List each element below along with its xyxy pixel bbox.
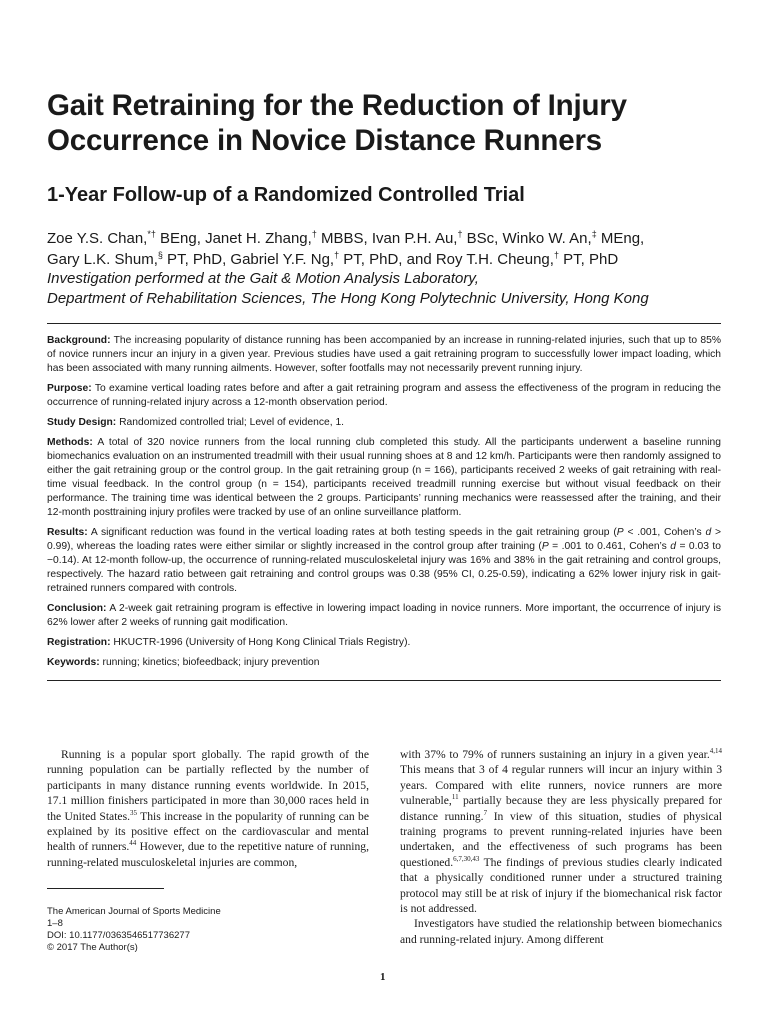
abstract-results: Results: A significant reduction was found in the vertical loading rates at both testing speeds in the gait retraining group (P < .001, Cohen’s d > 0.99), whereas the loading rates were either similar or slightly increased in the control group after training (P = .001 to 0.461, Cohen’s d = 0.03 to −0.14). At 12-month follow-up, the occurrence of running-related musculoskeletal injury was 16% and 38% in the gait retraining and control groups, respectively. The hazard ratio between gait retraining and control groups was 0.38 (95% CI, 0.25-0.59), indicating a 62% lower injury risk in gait-retrained runners compared with controls.	[47, 527, 722, 594]
body-column-right	[400, 747, 722, 947]
abstract-purpose: Purpose: To examine vertical loading rates before and after a gait retraining program and assess the effectiveness of the program in reducing the occurrence of running-related injury across a 12-month observation period.	[47, 383, 721, 408]
institution-note: Investigation performed at the Gait & Motion Analysis Laboratory, Department of Rehabilitation Sciences, The Hong Kong Polytechnic University, Hong Kong	[47, 270, 649, 307]
copyright: © 2017 The Author(s)	[47, 942, 138, 953]
citation-ref[interactable]: 11	[451, 793, 459, 802]
footnote-divider	[47, 888, 164, 889]
citation-ref[interactable]: 44	[129, 839, 137, 848]
abstract-conclusion: Conclusion: A 2-week gait retraining program is effective in lowering impact loading in novice runners. More important, the occurrence of injury is 62% lower after 2 weeks of running gait modification.	[47, 603, 721, 628]
article-title: Gait Retraining for the Reduction of Injury Occurrence in Novice Distance Runners	[47, 89, 627, 157]
author-list: Zoe Y.S. Chan,*† BEng, Janet H. Zhang,† MBBS, Ivan P.H. Au,† BSc, Winko W. An,‡ MEng, Gary L.K. Shum,§ PT, PhD, Gabriel Y.F. Ng,† PT, PhD, and Roy T.H. Cheung,† PT, PhD	[47, 229, 645, 268]
citation-ref[interactable]: 6,7,30,43	[453, 854, 480, 863]
doi-link[interactable]: DOI: 10.1177/0363546517736277	[47, 930, 190, 941]
journal-footnote	[47, 906, 367, 954]
abstract-registration: Registration: HKUCTR-1996 (University of Hong Kong Clinical Trials Registry).	[47, 637, 411, 648]
article-subtitle: 1-Year Follow-up of a Randomized Controlled Trial	[47, 184, 525, 206]
abstract-study-design: Study Design: Randomized controlled trial; Level of evidence, 1.	[47, 417, 345, 428]
body-paragraph: with 37% to 79% of runners sustaining an injury in a given year.$^{4,14}$ This means that 3 of 4 regular runners will incur an injury within 3 years. Compared with elite runners, novice runners are more vulnerable,$^{11}$ partially because they are less physically prepared for distance running.$^7$ In view of this situation, studies of physical training programs to prevent running-related injuries have been undertaken, and the effectiveness of such programs has been questioned.$^{6,7,30,43}$ The findings of previous studies clearly indicated that a physically conditioned runner under a structured training protocol may still be at risk of injury if the biomechanical risk factor is not addressed.	[400, 747, 722, 916]
body-column-left	[47, 747, 369, 870]
body-paragraph: Running is a popular sport globally. The rapid growth of the running population can be partially reflected by the number of participants in many distance running events worldwide. In 2015, 17.1 million finishers participated in more than 30,000 races held in the United States.$^{35}$ This increase in the popularity of running can be explained by its positive effect on the cardiovascular and mental health of runners.$^{44}$ However, due to the repetitive nature of running, running-related musculoskeletal injuries are common,	[47, 748, 370, 869]
body-paragraph: Investigators have studied the relationship between biomechanics and running-related injury. Among different	[400, 917, 722, 946]
abstract-keywords: Keywords: running; kinetics; biofeedback; injury prevention	[47, 657, 320, 668]
abstract	[47, 323, 721, 681]
abstract-background: Background: The increasing popularity of distance running has been accompanied by an increase in running-related injuries, such that up to 85% of novice runners incur an injury in a given year. Previous studies have used a gait retraining program to successfully lower impact loading, which has been associated with many running ailments. However, softer footfalls may not necessarily prevent running injury.	[47, 335, 721, 374]
page-range: 1–8	[47, 918, 63, 929]
citation-ref[interactable]: 4,14	[709, 747, 722, 756]
page-number: 1	[380, 971, 386, 983]
abstract-methods: Methods: A total of 320 novice runners from the local running club completed this study. All the participants underwent a baseline running biomechanics evaluation on an instrumented treadmill with their usual running shoes at 8 and 12 km/h. Participants were then randomly assigned to either the gait retraining group or the control group. In the gait retraining group (n = 166), participants received 2 weeks of gait retraining with real-time visual feedback. In the control group (n = 154), participants received treadmill running exercise but without visual feedback on their performance. The training time was identical between the 2 groups. Participants’ running mechanics were reassessed after the training, and their 12-month posttraining injury profiles were tracked by use of an online surveillance platform.	[47, 437, 721, 518]
citation-ref[interactable]: 35	[130, 808, 137, 817]
journal-name: The American Journal of Sports Medicine	[47, 906, 221, 917]
citation-ref[interactable]: 7	[483, 808, 488, 817]
